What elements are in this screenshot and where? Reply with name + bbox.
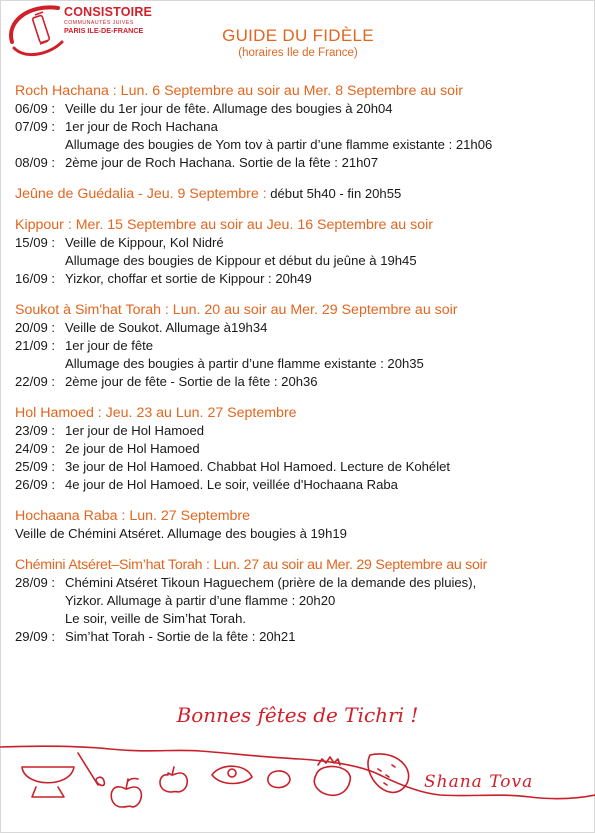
section-heading: Soukot à Sim'hat Torah : Lun. 20 au soir au Mer. 29 Septembre au soir: [15, 302, 458, 318]
schedule-line: [15, 270, 585, 288]
line-text: Veille de Kippour, Kol Nidré: [65, 235, 224, 250]
section-kippour: [15, 216, 585, 288]
fast-times: début 5h40 - fin 20h55: [266, 186, 402, 201]
schedule-line: [15, 574, 585, 592]
line-date: 25/09 :: [15, 459, 56, 474]
fish-head-icon: [212, 766, 252, 783]
logo-line-1: CONSISTOIRE: [64, 5, 153, 19]
line-text: 3e jour de Hol Hamoed. Chabbat Hol Hamoed. Lecture de Kohélet: [65, 459, 451, 474]
line-date: 24/09 :: [15, 441, 56, 456]
line-text: Sim’hat Torah - Sortie de la fête : 20h21: [65, 629, 296, 644]
section-heading: Roch Hachana : Lun. 6 Septembre au soir au Mer. 8 Septembre au soir: [15, 83, 463, 99]
schedule-line: [15, 458, 585, 476]
schedule-line: [15, 154, 585, 172]
scroll-swoosh-icon: [6, 2, 70, 60]
line-date: 20/09 :: [15, 320, 56, 335]
line-text: 1er jour de Roch Hachana: [65, 119, 218, 134]
line-text: Veille de Soukot. Allumage à19h34: [65, 320, 268, 335]
section-hochaana-raba: [15, 507, 585, 543]
section-heading: Kippour : Mer. 15 Septembre au soir au Jeu. 16 Septembre au soir: [15, 217, 433, 233]
line-date: 26/09 :: [15, 477, 56, 492]
spoon-icon: [78, 753, 104, 786]
line-date: 07/09 :: [15, 119, 56, 134]
apple-icon: [160, 767, 187, 792]
section-soukot: [15, 301, 585, 391]
line-date: 16/09 :: [15, 271, 56, 286]
logo-line-3: PARIS ILE-DE-FRANCE: [64, 25, 144, 35]
schedule-line: [15, 118, 585, 136]
line-date: 28/09 :: [15, 575, 56, 590]
schedule-line: [15, 234, 585, 252]
schedule-line-continued: Le soir, veille de Sim’hat Torah.: [65, 611, 246, 626]
section-heading-label: Jeûne de Guédalia - Jeu. 9 Septembre :: [15, 186, 267, 202]
line-date: 21/09 :: [15, 338, 56, 353]
shana-tova-signature: Shana Tova: [424, 772, 534, 792]
section-heading: [15, 185, 585, 203]
schedule-line-continued: Allumage des bougies de Kippour et début du jeûne à 19h45: [65, 253, 417, 268]
line-text: Yizkor, choffar et sortie de Kippour : 20h49: [65, 271, 312, 286]
schedule-line: [15, 319, 585, 337]
line-text: 2ème jour de fête - Sortie de la fête : 20h36: [65, 374, 318, 389]
line-date: 08/09 :: [15, 155, 56, 170]
schedule-line: [15, 422, 585, 440]
section-jeune-guedalia: [15, 185, 585, 203]
greeting: Bonnes fêtes de Tichri !: [176, 703, 419, 727]
date-icon: [268, 771, 290, 788]
schedule-content: [15, 82, 585, 659]
section-roch-hachana: [15, 82, 585, 172]
line-date: 29/09 :: [15, 629, 56, 644]
logo-line-2: COMMUNAUTÉS JUIVES: [64, 19, 134, 26]
schedule-line: [15, 440, 585, 458]
line-text: Veille du 1er jour de fête. Allumage des bougies à 20h04: [65, 101, 393, 116]
line-text: 2e jour de Hol Hamoed: [65, 441, 200, 456]
section-heading: Chémini Atséret–Sim’hat Torah : Lun. 27 au soir au Mer. 29 Septembre au soir: [15, 557, 488, 573]
apple-icon: [111, 779, 141, 808]
schedule-line: [15, 100, 585, 118]
section-chemini-atseret: [15, 556, 585, 646]
page-title: GUIDE DU FIDÈLE: [222, 26, 374, 45]
line-text: Chémini Atséret Tikoun Haguechem (prière de la demande des pluies),: [65, 575, 477, 590]
schedule-line: Veille de Chémini Atséret. Allumage des bougies à 19h19: [15, 526, 347, 541]
line-date: 15/09 :: [15, 235, 56, 250]
line-date: 06/09 :: [15, 101, 56, 116]
line-text: 4e jour de Hol Hamoed. Le soir, veillée d'Hochaana Raba: [65, 477, 398, 492]
schedule-line: [15, 337, 585, 355]
section-heading: Hol Hamoed : Jeu. 23 au Lun. 27 Septembre: [15, 405, 297, 421]
consistoire-logo: [6, 2, 166, 62]
schedule-line: [15, 476, 585, 494]
page-subtitle: (horaires Ile de France): [238, 47, 358, 59]
line-text: 1er jour de Hol Hamoed: [65, 423, 205, 438]
section-heading: Hochaana Raba : Lun. 27 Septembre: [15, 508, 251, 524]
schedule-line: [15, 373, 585, 391]
section-hol-hamoed: [15, 404, 585, 494]
line-text: 2ème jour de Roch Hachana. Sortie de la fête : 21h07: [65, 155, 378, 170]
line-date: 23/09 :: [15, 423, 56, 438]
honey-bowl-icon: [22, 767, 74, 797]
schedule-line-continued: Allumage des bougies à partir d’une flamme existante : 20h35: [65, 356, 424, 371]
schedule-line: [15, 628, 585, 646]
schedule-line-continued: Allumage des bougies de Yom tov à partir d’une flamme existante : 21h06: [65, 137, 493, 152]
schedule-line-continued: Yizkor. Allumage à partir d’une flamme : 20h20: [65, 593, 336, 608]
line-date: 22/09 :: [15, 374, 56, 389]
line-text: 1er jour de fête: [65, 338, 154, 353]
